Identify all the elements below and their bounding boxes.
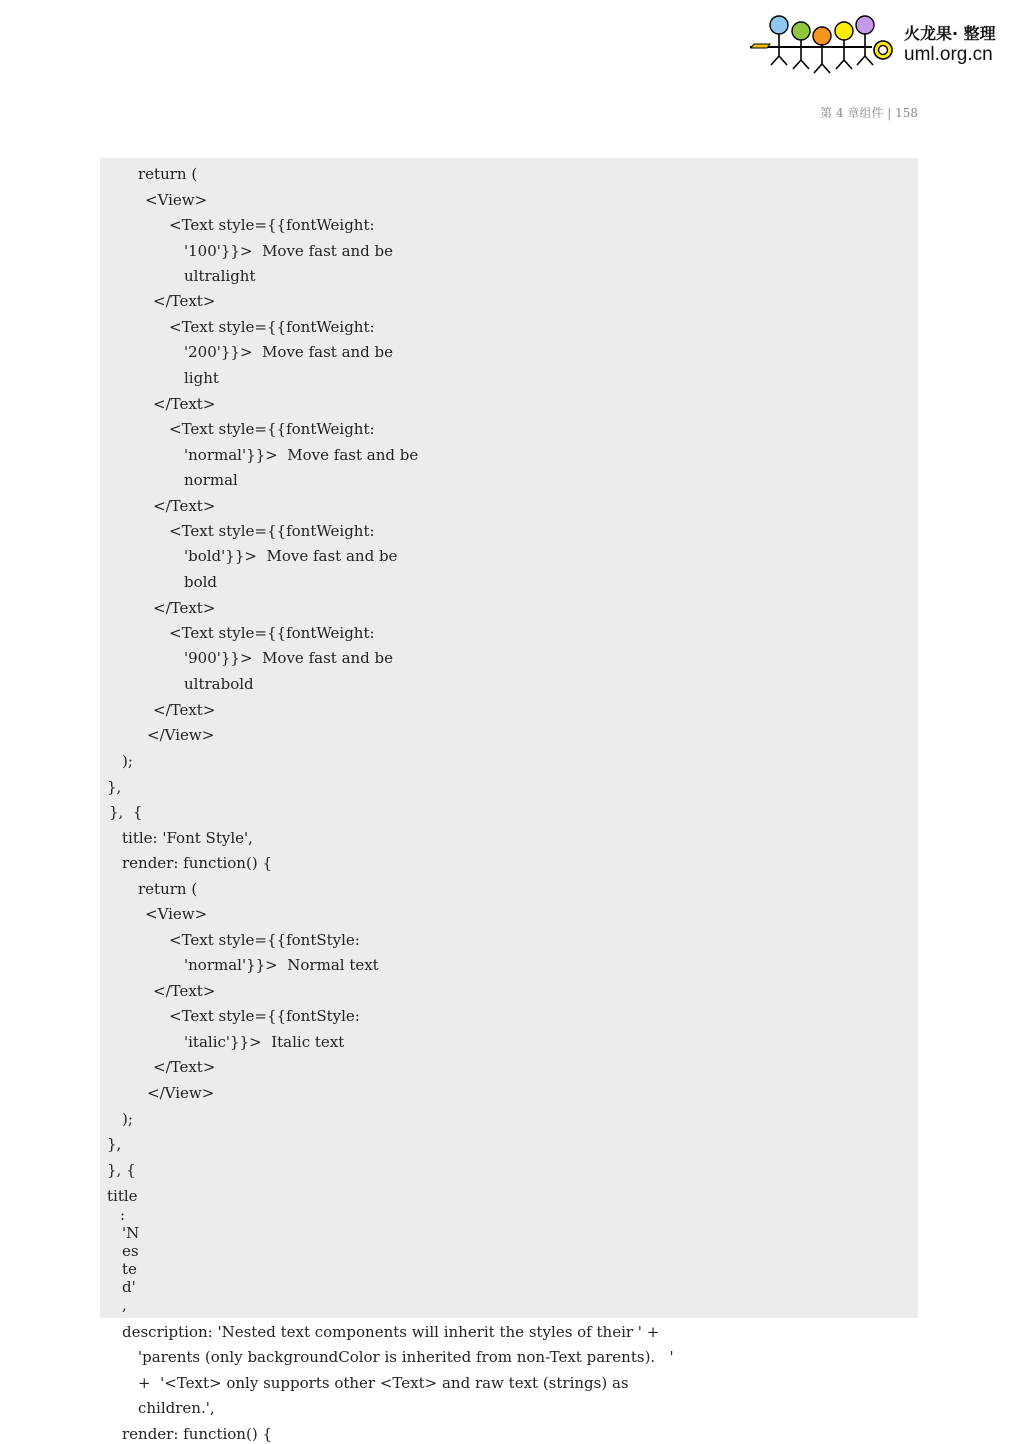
code-fragment: d' xyxy=(122,1278,136,1296)
code-line: }, xyxy=(107,778,122,796)
code-line: ); xyxy=(122,1110,133,1128)
code-line: <Text style={{fontStyle: xyxy=(169,1007,360,1025)
brand-name: 火龙果· 整理 xyxy=(904,24,996,43)
description-line: children.', xyxy=(138,1399,215,1417)
description-line: 'parents (only backgroundColor is inherited from non-Text parents). ' xyxy=(138,1348,674,1366)
code-line: <Text style={{fontWeight: xyxy=(169,420,375,438)
code-line: normal xyxy=(184,471,238,489)
code-line: 'normal'}}> Normal text xyxy=(184,956,379,974)
code-line: <Text style={{fontWeight: xyxy=(169,216,375,234)
code-line: </Text> xyxy=(153,982,216,1000)
code-line: return ( xyxy=(138,880,198,898)
code-line: </Text> xyxy=(153,701,216,719)
code-line: ultralight xyxy=(184,267,256,285)
description-line: description: 'Nested text components will inherit the styles of their ' + xyxy=(122,1323,660,1341)
code-line: <View> xyxy=(145,905,208,923)
code-line: '900'}}> Move fast and be xyxy=(184,649,394,667)
code-line: <Text style={{fontStyle: xyxy=(169,931,360,949)
code-line: </Text> xyxy=(153,1058,216,1076)
code-fragment: te xyxy=(122,1260,137,1278)
code-line: </Text> xyxy=(153,497,216,515)
code-line: </Text> xyxy=(153,599,216,617)
code-line: </View> xyxy=(147,1084,215,1102)
code-line: </Text> xyxy=(153,395,216,413)
code-line: 'italic'}}> Italic text xyxy=(184,1033,345,1051)
code-line: </Text> xyxy=(153,292,216,310)
code-line: }, { xyxy=(109,803,143,821)
code-line: 'normal'}}> Move fast and be xyxy=(184,446,419,464)
code-line: '200'}}> Move fast and be xyxy=(184,343,394,361)
code-fragment: , xyxy=(122,1296,127,1314)
code-line: light xyxy=(184,369,219,387)
code-line: <Text style={{fontWeight: xyxy=(169,522,375,540)
code-line: 'bold'}}> Move fast and be xyxy=(184,547,398,565)
code-line: <View> xyxy=(145,191,208,209)
code-line: }, xyxy=(107,1135,122,1153)
code-line: '100'}}> Move fast and be xyxy=(184,242,394,260)
code-line: title xyxy=(107,1187,138,1205)
code-line: <Text style={{fontWeight: xyxy=(169,624,375,642)
code-line: <Text style={{fontWeight: xyxy=(169,318,375,336)
code-line: </View> xyxy=(147,726,215,744)
code-fragment: : xyxy=(120,1206,126,1224)
code-line: ); xyxy=(122,752,133,770)
page-label: 第 4 章组件 | 158 xyxy=(820,106,918,120)
description-line: + '<Text> only supports other <Text> and raw text (strings) as xyxy=(138,1374,629,1392)
description-line: render: function() { xyxy=(122,1425,272,1443)
uml-logo-icon xyxy=(748,12,898,78)
code-fragment: 'N xyxy=(122,1224,140,1242)
code-line: ultrabold xyxy=(184,675,254,693)
code-line: title: 'Font Style', xyxy=(122,829,253,847)
code-line: return ( xyxy=(138,165,198,183)
code-fragment: es xyxy=(122,1242,139,1260)
code-line: bold xyxy=(184,573,218,591)
code-line: render: function() { xyxy=(122,854,272,872)
code-line: }, { xyxy=(107,1161,136,1179)
brand-url: uml.org.cn xyxy=(904,44,993,65)
